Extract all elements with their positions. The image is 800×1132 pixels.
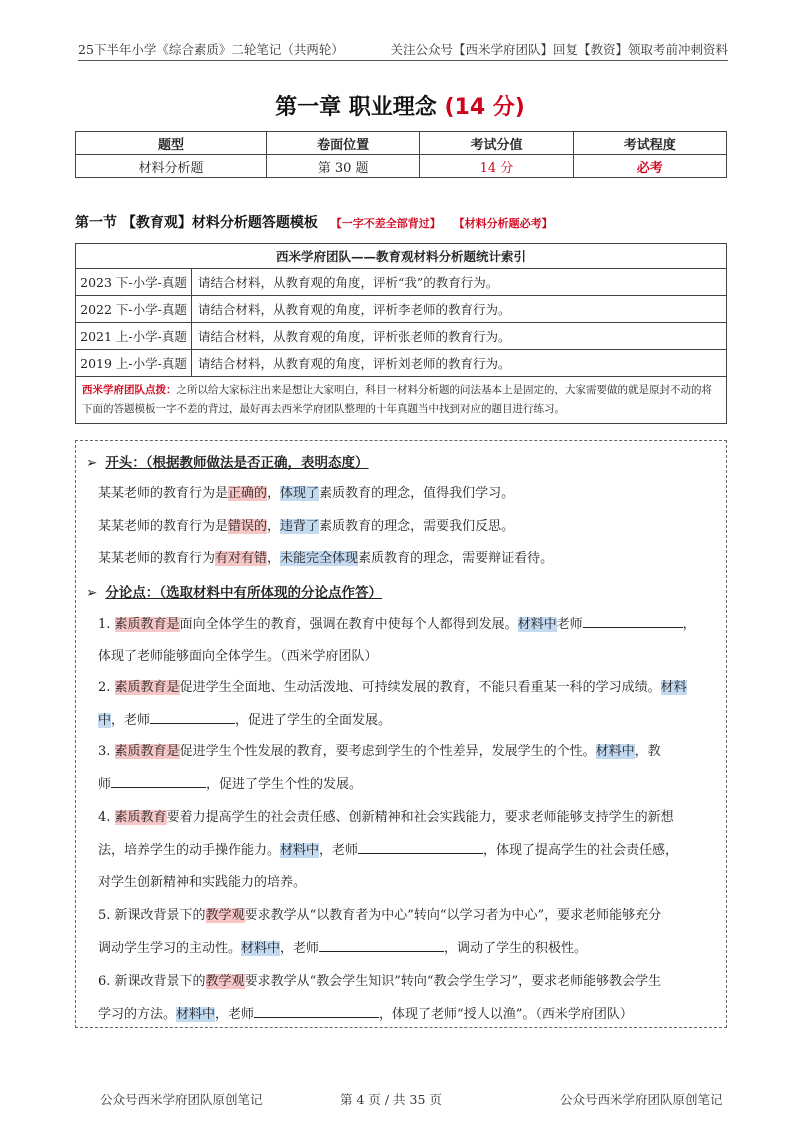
footer-right: 公众号西米学府团队原创笔记: [560, 1092, 723, 1107]
footer-left: 公众号西米学府团队原创笔记: [100, 1092, 263, 1107]
row-year: 2023 下-小学-真题: [76, 269, 192, 296]
row-question: 请结合材料，从教育观的角度，评析张老师的教育行为。: [192, 323, 727, 350]
row-question: 请结合材料，从教育观的角度，评析刘老师的教育行为。: [192, 350, 727, 377]
header-cell: 卷面位置: [266, 132, 419, 155]
opening-line-mixed: 某某老师的教育行为有对有错，未能完全体现素质教育的理念，需要辩证看待。: [98, 551, 554, 566]
opening-line-correct: 某某老师的教育行为是正确的，体现了素质教育的理念，值得我们学习。: [98, 486, 515, 501]
footer-page-number: 第 4 页 / 共 35 页: [340, 1092, 442, 1107]
point-2: 2. 素质教育是促进学生全面地、生动活泼地、可持续发展的教育，不能只看重某一科的学习成绩。材料 中，老师 ，促进了学生的全面发展。: [98, 680, 687, 728]
point-1: 1. 素质教育是面向全体学生的教育，强调在教育中使每个人都得到发展。材料中老师 ， 体现了老师能够面向全体学生。（西米学府团队）: [98, 613, 712, 658]
header-right: 关注公众号【西米学府团队】回复【教资】领取考前冲刺资料: [390, 42, 728, 57]
index-note: [76, 377, 727, 424]
note-label: 西米学府团队点拨：: [82, 384, 177, 396]
points-heading: [86, 581, 382, 601]
chapter-title-main: 第一章 职业理念: [275, 95, 437, 120]
answer-blank[interactable]: [319, 937, 444, 952]
opening-line-wrong: 某某老师的教育行为是错误的，违背了素质教育的理念，需要我们反思。: [98, 519, 515, 534]
section-title-text: 第一节 【教育观】材料分析题答题模板: [75, 215, 318, 231]
section-title: [75, 212, 553, 232]
answer-blank[interactable]: [358, 839, 483, 854]
exam-info-table: [75, 131, 727, 178]
point-5: 5. 新课改背景下的教学观要求教学从“以教育者为中心”转向“以学习者为中心”，要求老师能够充分 调动学生学习的主动性。材料中，老师 ，调动了学生的积极性。: [98, 908, 662, 956]
table-row: [76, 296, 727, 323]
row-question: 请结合材料，从教育观的角度，评析李老师的教育行为。: [192, 296, 727, 323]
page-header: [78, 40, 728, 61]
template-box: [75, 440, 727, 1028]
point-3: 3. 素质教育是促进学生个性发展的教育，要考虑到学生的个性差异，发展学生的个性。材料中，教 师 ，促进了学生个性的发展。: [98, 744, 661, 792]
chapter-title-points: (14 分): [444, 95, 525, 120]
table-row: [76, 269, 727, 296]
section-tag-required: 【材料分析题必考】: [453, 217, 553, 230]
section-tag-memorize: 【一字不差全部背过】: [330, 217, 441, 230]
table-row: [76, 350, 727, 377]
header-left: 25下半年小学《综合素质》二轮笔记（共两轮）: [78, 42, 344, 57]
point-4: 4. 素质教育要着力提高学生的社会责任感、创新精神和社会实践能力，要求老师能够支持学生的新想 法，培养学生的动手操作能力。材料中，老师 ，体现了提高学生的社会责任感， 对学生创新精神和实践能力的培养。: [98, 810, 679, 890]
opening-heading-text: 开头：（根据教师做法是否正确，表明态度）: [105, 455, 369, 471]
row-year: 2019 上-小学-真题: [76, 350, 192, 377]
header-cell: 考试程度: [573, 132, 726, 155]
cell-position: 第 30 题: [266, 155, 419, 178]
answer-blank[interactable]: [583, 613, 683, 628]
point-6: 6. 新课改背景下的教学观要求教学从“教会学生知识”转向“教会学生学习”，要求老师能够教会学生 学习的方法。材料中，老师 ，体现了老师“授人以渔”。（西米学府团队）: [98, 974, 662, 1022]
opening-heading: [86, 451, 369, 471]
cell-type: 材料分析题: [76, 155, 267, 178]
row-year: 2022 下-小学-真题: [76, 296, 192, 323]
row-question: 请结合材料，从教育观的角度，评析“我”的教育行为。: [192, 269, 727, 296]
arrow-icon: ➢: [86, 455, 98, 471]
arrow-icon: ➢: [86, 585, 98, 601]
table-row: [76, 323, 727, 350]
cell-score: 14 分: [420, 155, 573, 178]
header-cell: 题型: [76, 132, 267, 155]
answer-blank[interactable]: [254, 1003, 379, 1018]
cell-level: 必考: [573, 155, 726, 178]
header-cell: 考试分值: [420, 132, 573, 155]
row-year: 2021 上-小学-真题: [76, 323, 192, 350]
answer-blank[interactable]: [111, 773, 206, 788]
chapter-title: [0, 90, 800, 121]
note-text: 之所以给大家标注出来是想让大家明白，科目一材料分析题的问法基本上是固定的，大家需要做的就是原封不动的将下面的答题模板一字不差的背过，最好再去西米学府团队整理的十年真题当中找到对应的题目进行练习。: [82, 384, 712, 415]
answer-blank[interactable]: [150, 709, 235, 724]
index-table: [75, 243, 727, 424]
points-heading-text: 分论点：（选取材料中有所体现的分论点作答）: [105, 585, 383, 601]
index-table-caption: 西米学府团队——教育观材料分析题统计索引: [76, 244, 727, 269]
